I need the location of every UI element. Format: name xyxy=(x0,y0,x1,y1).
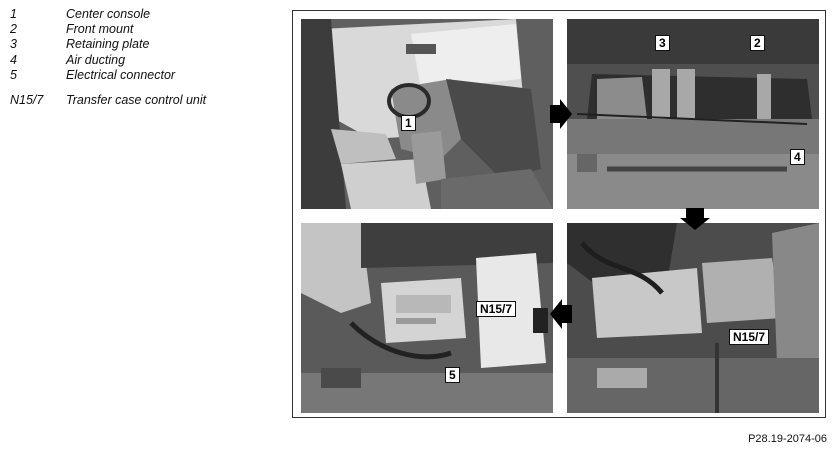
callout-4: 4 xyxy=(790,149,805,165)
legend-number: 1 xyxy=(10,7,17,21)
legend-label: Air ducting xyxy=(66,52,126,67)
callout-3: 3 xyxy=(655,35,670,51)
legend-number: 2 xyxy=(10,22,17,37)
legend-number: 4 xyxy=(10,52,17,67)
photo-control-unit xyxy=(567,223,819,413)
photo-center-console xyxy=(301,19,553,209)
arrow-down-icon xyxy=(680,208,710,230)
callout-n15-7: N15/7 xyxy=(729,329,769,345)
legend-number: 5 xyxy=(10,67,17,82)
callout-2: 2 xyxy=(750,35,765,51)
legend-label: Front mount xyxy=(66,22,134,37)
arrow-left-icon xyxy=(550,299,572,329)
photo-control-unit-connector xyxy=(301,223,553,413)
legend-label: Center console xyxy=(66,7,151,21)
legend-label: Electrical connector xyxy=(66,67,176,82)
legend-label: Retaining plate xyxy=(66,37,150,52)
callout-n15-7: N15/7 xyxy=(476,301,516,317)
photo-retaining-plate xyxy=(567,19,819,209)
illustration-frame xyxy=(292,10,826,418)
callout-1: 1 xyxy=(401,115,416,131)
legend-label: Transfer case control unit xyxy=(66,92,207,107)
callout-5: 5 xyxy=(445,367,460,383)
arrow-right-icon xyxy=(550,99,572,129)
legend-number: 3 xyxy=(10,37,17,52)
legend-number: N15/7 xyxy=(10,92,44,107)
figure-reference: P28.19-2074-06 xyxy=(748,433,827,445)
